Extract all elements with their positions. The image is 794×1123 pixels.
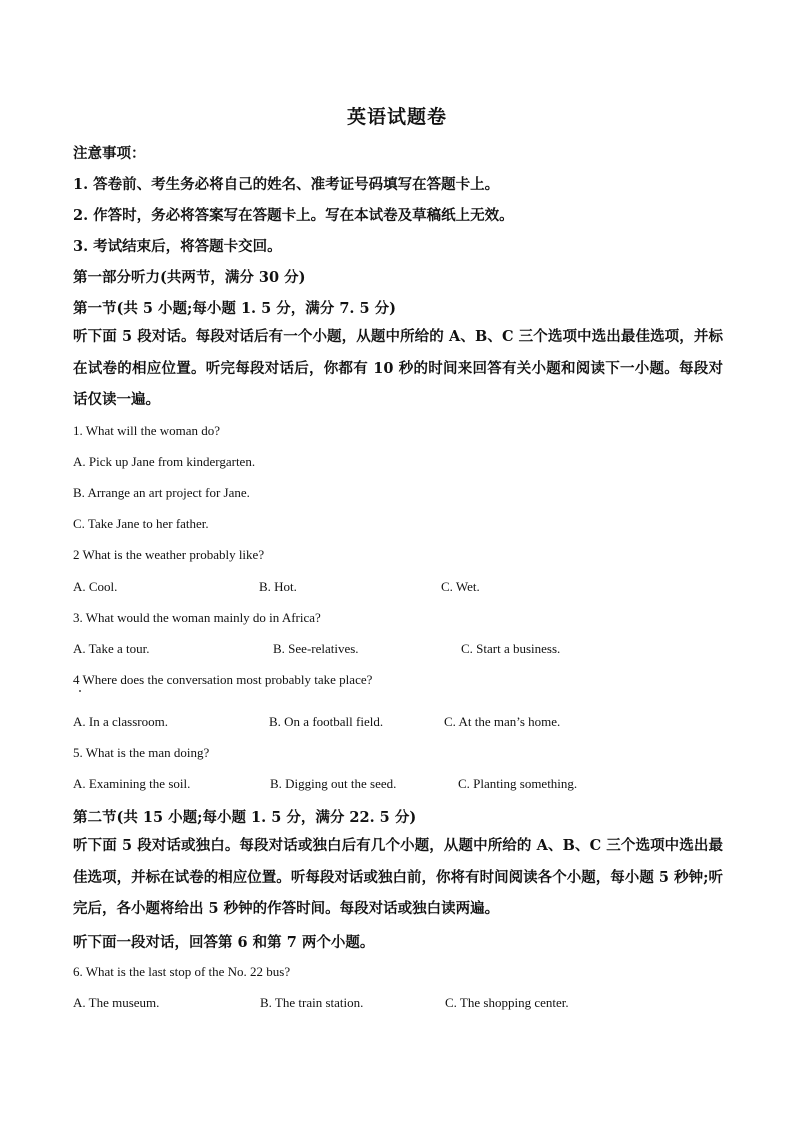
question-5: 5. What is the man doing? (73, 745, 210, 760)
question-6: 6. What is the last stop of the No. 22 bus? (73, 964, 291, 979)
section1-instructions: 听下面 5 段对话。每段对话后有一个小题，从题中所给的 A、B、C 三个选项中选出最佳选项，并标在试卷的相应位置。听完每段对话后，你都有 10 秒的时间来回答有关小题和阅读下一小题。每段对话仅读一遍。 (73, 328, 723, 408)
question-6-option-a: A. The museum. (73, 995, 160, 1010)
question-3-option-a: A. Take a tour. (73, 641, 150, 656)
notice-heading: 注意事项： (73, 145, 146, 162)
notice-item-1: 1. 答卷前、考生务必将自己的姓名、准考证号码填写在答题卡上。 (73, 176, 500, 193)
question-3-option-c: C. Start a business. (461, 641, 561, 656)
question-5-option-a: A. Examining the soil. (73, 776, 191, 791)
question-4-option-c: C. At the man’s home. (444, 714, 561, 729)
question-4-option-a: A. In a classroom. (73, 714, 168, 729)
question-4-option-b: B. On a football field. (269, 714, 384, 729)
section1-heading: 第一节(共 5 小题;每小题 1. 5 分，满分 7. 5 分) (73, 300, 396, 317)
question-1: 1. What will the woman do? (73, 423, 221, 438)
question-6-option-c: C. The shopping center. (445, 995, 569, 1010)
question-1-option-b: B. Arrange an art project for Jane. (73, 485, 250, 500)
section2-instructions: 听下面 5 段对话或独白。每段对话或独白后有几个小题，从题中所给的 A、B、C 三个选项中选出最佳选项，并标在试卷的相应位置。听每段对话或独白前，你将有时间阅读各个小题，每小题 5 秒钟;听完后，各小题将给出 5 秒钟的作答时间。每段对话或独白读两遍。 (73, 837, 723, 917)
question-4: 4 Where does the conversation most probably take place? (73, 672, 373, 687)
question-1-option-a: A. Pick up Jane from kindergarten. (73, 454, 256, 469)
page-title: 英语试题卷 (346, 106, 447, 128)
question-3: 3. What would the woman mainly do in Africa? (73, 610, 321, 625)
question-2: 2 What is the weather probably like? (73, 547, 265, 562)
question-2-option-b: B. Hot. (259, 579, 297, 594)
section2-heading: 第二节(共 15 小题;每小题 1. 5 分，满分 22. 5 分) (73, 809, 417, 826)
part1-heading: 第一部分听力(共两节，满分 30 分) (73, 269, 306, 286)
question-5-option-c: C. Planting something. (458, 776, 578, 791)
question-1-option-c: C. Take Jane to her father. (73, 516, 209, 531)
question-6-option-b: B. The train station. (260, 995, 364, 1010)
question-2-option-a: A. Cool. (73, 579, 118, 594)
dialog-intro: 听下面一段对话，回答第 6 和第 7 两个小题。 (73, 934, 375, 951)
notice-item-2: 2. 作答时，务必将答案写在答题卡上。写在本试卷及草稿纸上无效。 (73, 207, 514, 224)
stray-mark (79, 690, 81, 692)
question-3-option-b: B. See-relatives. (273, 641, 359, 656)
question-2-option-c: C. Wet. (441, 579, 480, 594)
question-5-option-b: B. Digging out the seed. (270, 776, 397, 791)
notice-item-3: 3. 考试结束后，将答题卡交回。 (73, 238, 282, 255)
